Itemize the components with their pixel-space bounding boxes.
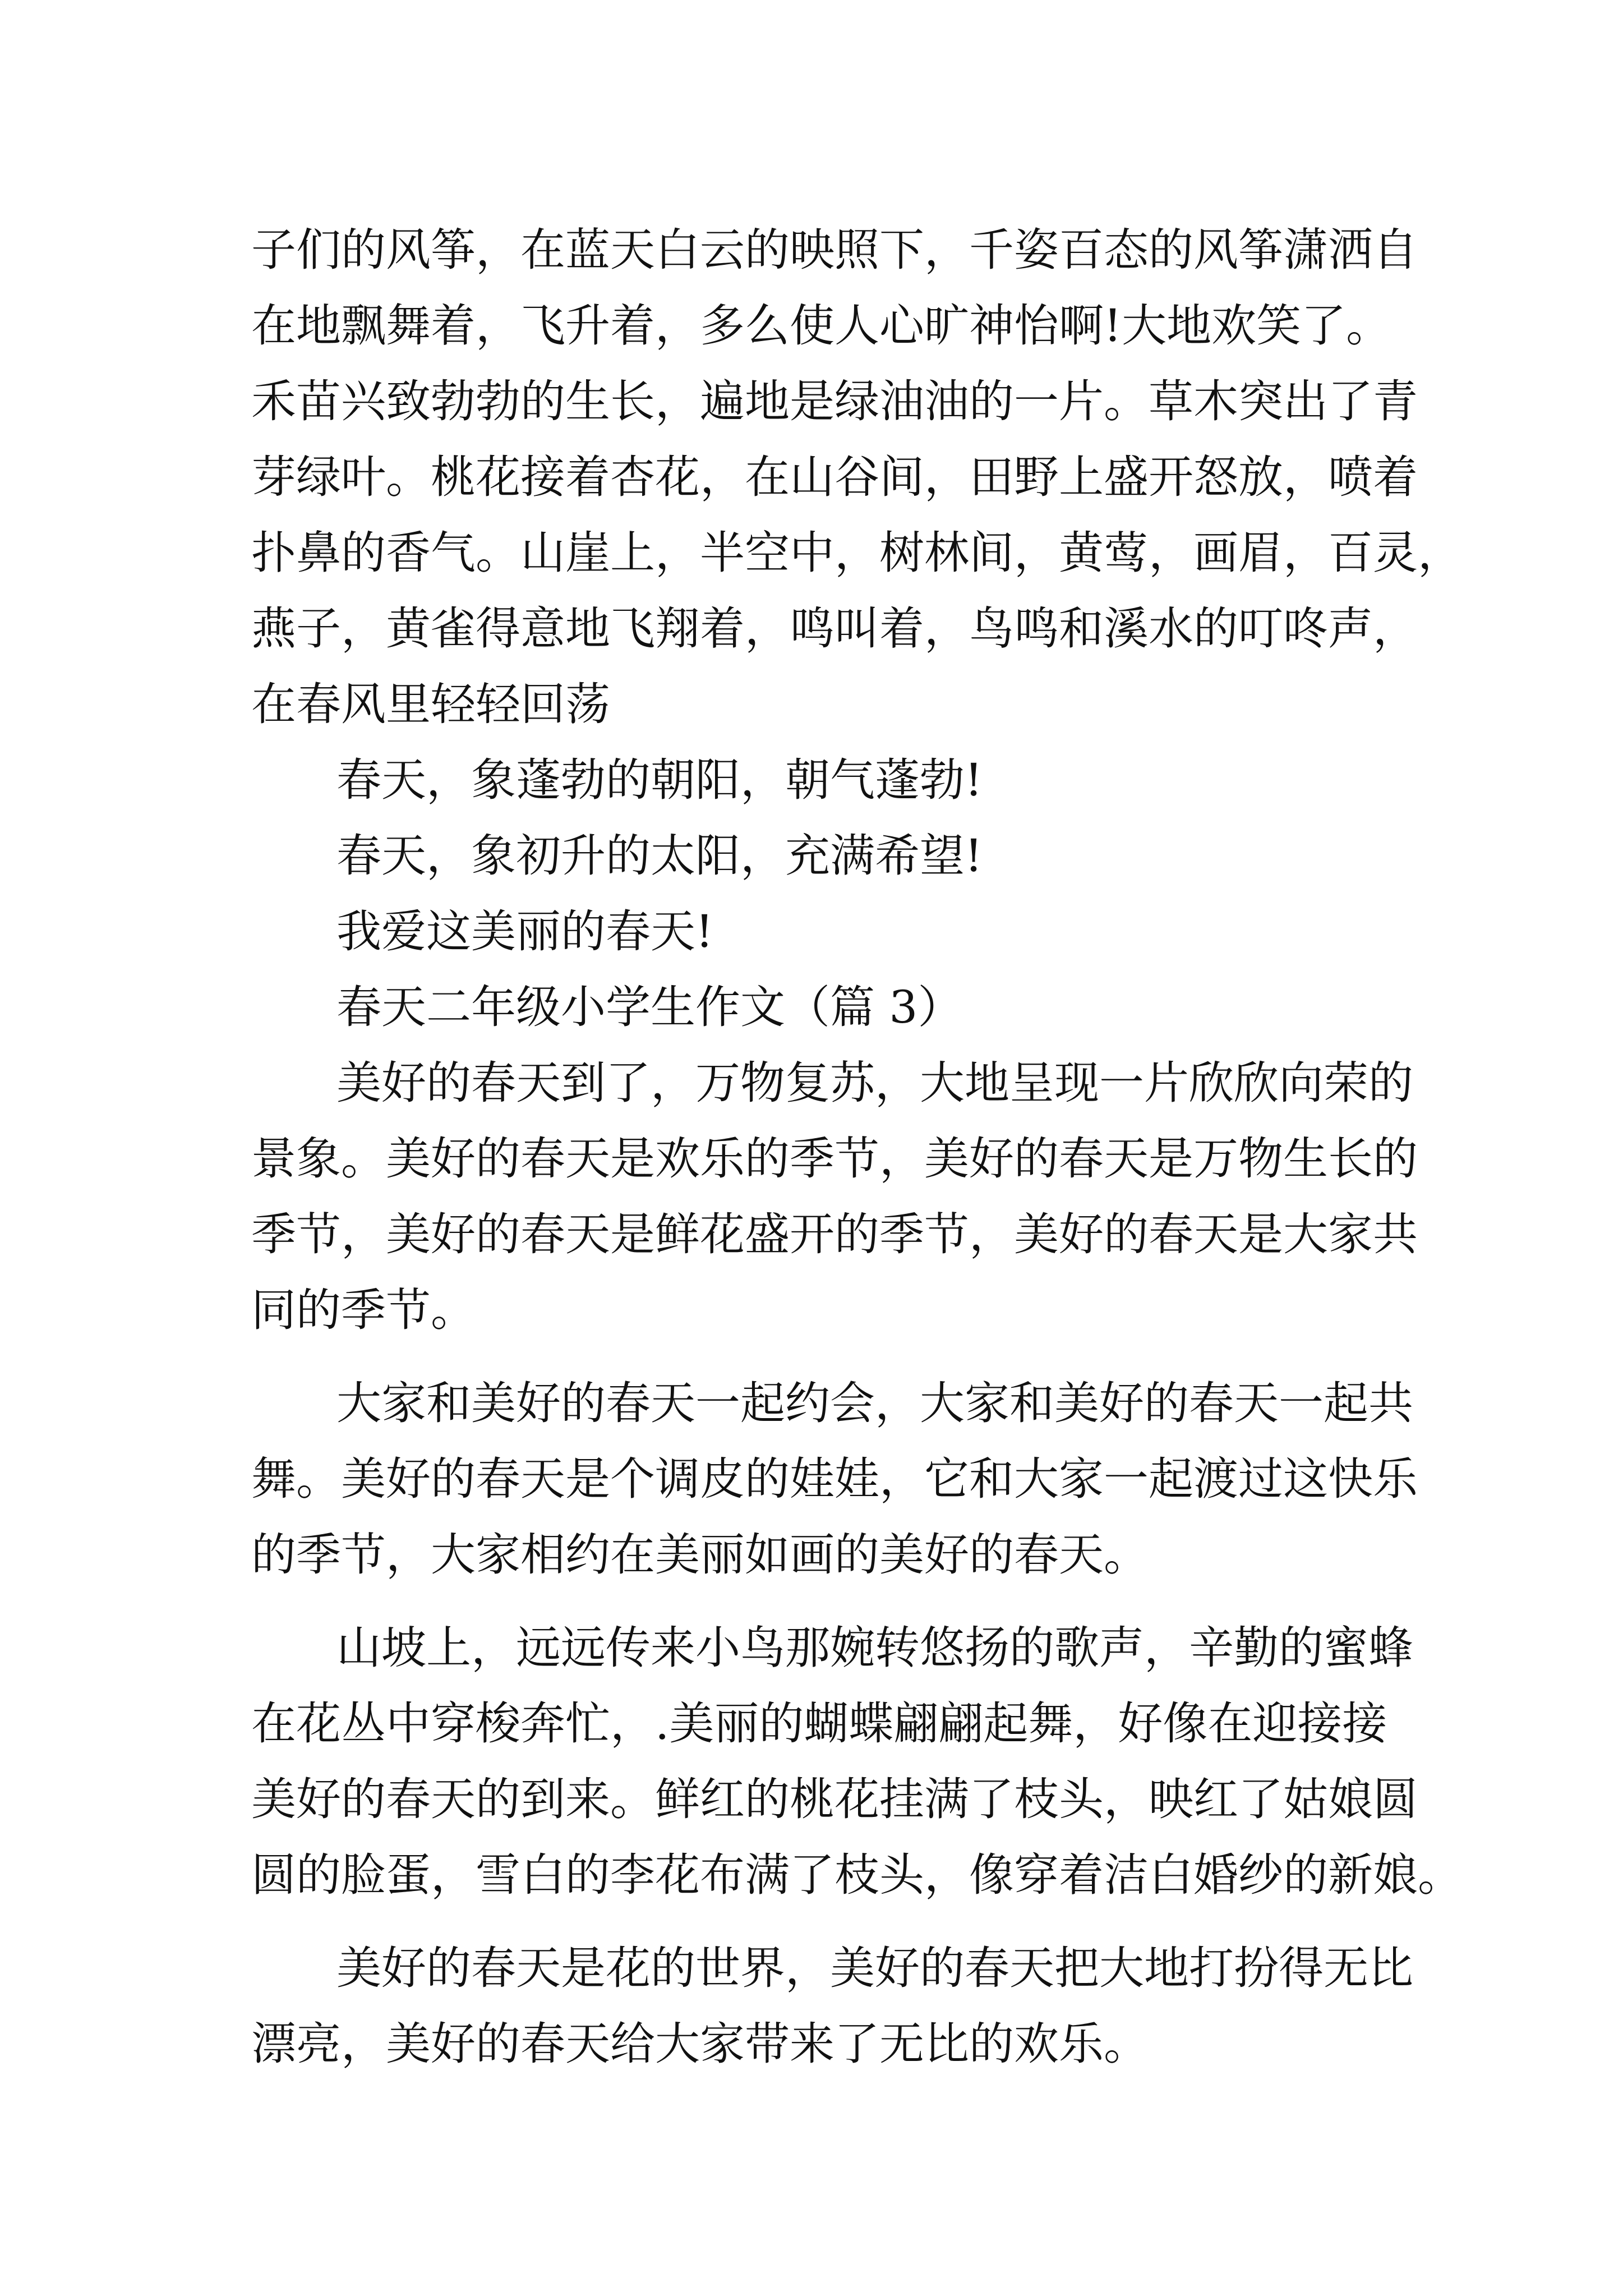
text-line: 美好的春天是花的世界，美好的春天把大地打扮得无比 (336, 1942, 1413, 1994)
text-line: 圆的脸蛋，雪白的李花布满了枝头，像穿着洁白婚纱的新娘。 (251, 1849, 1463, 1901)
text-line: 燕子，黄雀得意地飞翔着，鸣叫着，鸟鸣和溪水的叮咚声， (251, 602, 1418, 655)
document-body (251, 212, 1463, 2082)
exclamation-line: 春天，象蓬勃的朝阳，朝气蓬勃! (336, 754, 983, 806)
text-line: 在春风里轻轻回荡 (251, 678, 610, 730)
text-line: 在地飘舞着，飞升着，多么使人心旷神怡啊!大地欢笑了。 (251, 300, 1391, 352)
exclamation-line: 春天，象初升的太阳，充满希望! (336, 830, 983, 882)
text-line: 扑鼻的香气。山崖上，半空中，树林间，黄莺，画眉，百灵， (251, 527, 1463, 579)
text-line: 景象。美好的春天是欢乐的季节，美好的春天是万物生长的 (251, 1133, 1418, 1185)
text-line: 子们的风筝，在蓝天白云的映照下，千姿百态的风筝潇洒自 (251, 224, 1418, 276)
text-line: 舞。美好的春天是个调皮的娃娃，它和大家一起渡过这快乐 (251, 1453, 1418, 1505)
paragraph (251, 1365, 1418, 1593)
text-line: 大家和美好的春天一起约会，大家和美好的春天一起共 (336, 1377, 1413, 1429)
text-line: 在花丛中穿梭奔忙，.美丽的蝴蝶翩翩起舞，好像在迎接接 (251, 1697, 1387, 1750)
paragraph (251, 1045, 1418, 1348)
text-line: 漂亮，美好的春天给大家带来了无比的欢乐。 (251, 2018, 1149, 2070)
text-line: 的季节，大家相约在美丽如画的美好的春天。 (251, 1529, 1149, 1581)
text-line: 山坡上，远远传来小鸟那婉转悠扬的歌声，辛勤的蜜蜂 (336, 1622, 1413, 1674)
exclamation-line: 我爱这美丽的春天! (336, 905, 714, 958)
intro-paragraph (251, 212, 1463, 742)
paragraph (251, 1930, 1413, 2082)
paragraph (251, 1610, 1463, 1913)
section-title: 春天二年级小学生作文（篇 3） (336, 981, 963, 1033)
text-line: 美好的春天到了，万物复苏，大地呈现一片欣欣向荣的 (336, 1057, 1413, 1109)
text-line: 美好的春天的到来。鲜红的桃花挂满了枝头，映红了姑娘圆 (251, 1773, 1418, 1825)
text-line: 季节，美好的春天是鲜花盛开的季节，美好的春天是大家共 (251, 1208, 1418, 1260)
text-line: 禾苗兴致勃勃的生长，遍地是绿油油的一片。草木突出了青 (251, 375, 1418, 427)
text-line: 同的季节。 (251, 1284, 476, 1336)
text-line: 芽绿叶。桃花接着杏花，在山谷间，田野上盛开怒放，喷着 (251, 451, 1418, 503)
